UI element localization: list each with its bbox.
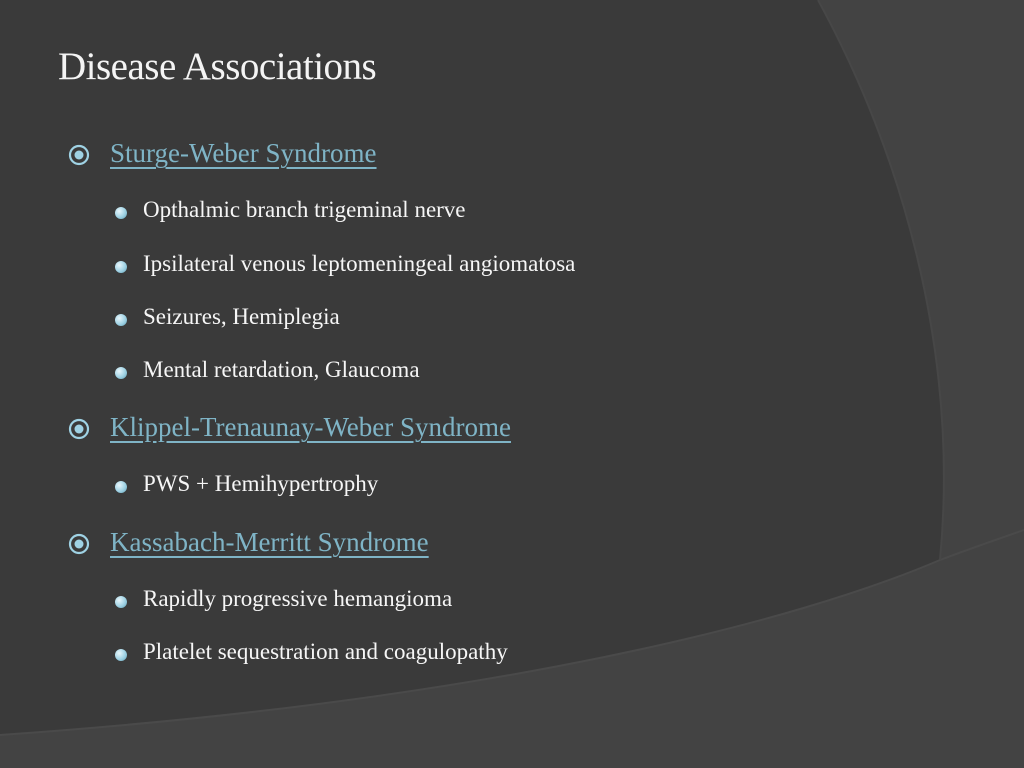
list-item — [115, 197, 815, 229]
bullet-dot-icon — [115, 314, 127, 326]
bullet-dot-icon — [115, 481, 127, 493]
klippel-trenaunay-weber-link[interactable]: Klippel-Trenaunay-Weber Syndrome — [110, 412, 511, 442]
list-item-text: Seizures, Hemiplegia — [143, 304, 340, 329]
list-item-text: Mental retardation, Glaucoma — [143, 357, 420, 382]
bullet-dot-icon — [115, 649, 127, 661]
list-item — [115, 471, 815, 503]
sturge-weber-link[interactable]: Sturge-Weber Syndrome — [110, 138, 377, 168]
list-item-text: Opthalmic branch trigeminal nerve — [143, 197, 466, 222]
section-klippel-trenaunay-weber — [68, 412, 768, 452]
list-item-text: Platelet sequestration and coagulopathy — [143, 639, 508, 664]
list-item-text: Rapidly progressive hemangioma — [143, 586, 453, 611]
section-kassabach-merritt — [68, 527, 768, 567]
list-item — [115, 304, 815, 336]
list-item — [115, 586, 815, 618]
list-item — [115, 251, 815, 283]
list-item — [115, 357, 815, 389]
list-item-text: Ipsilateral venous leptomeningeal angiomatosa — [143, 251, 576, 276]
bullet-dot-icon — [115, 207, 127, 219]
slide-title: Disease Associations — [58, 45, 377, 88]
bullet-dot-icon — [115, 367, 127, 379]
list-item-text: PWS + Hemihypertrophy — [143, 471, 379, 496]
bullet-dot-icon — [115, 261, 127, 273]
ring-dot-icon — [68, 418, 90, 440]
kassabach-merritt-link[interactable]: Kassabach-Merritt Syndrome — [110, 527, 429, 557]
bullet-dot-icon — [115, 596, 127, 608]
ring-dot-icon — [68, 144, 90, 166]
list-item — [115, 639, 815, 671]
ring-dot-icon — [68, 533, 90, 555]
section-sturge-weber — [68, 138, 768, 178]
